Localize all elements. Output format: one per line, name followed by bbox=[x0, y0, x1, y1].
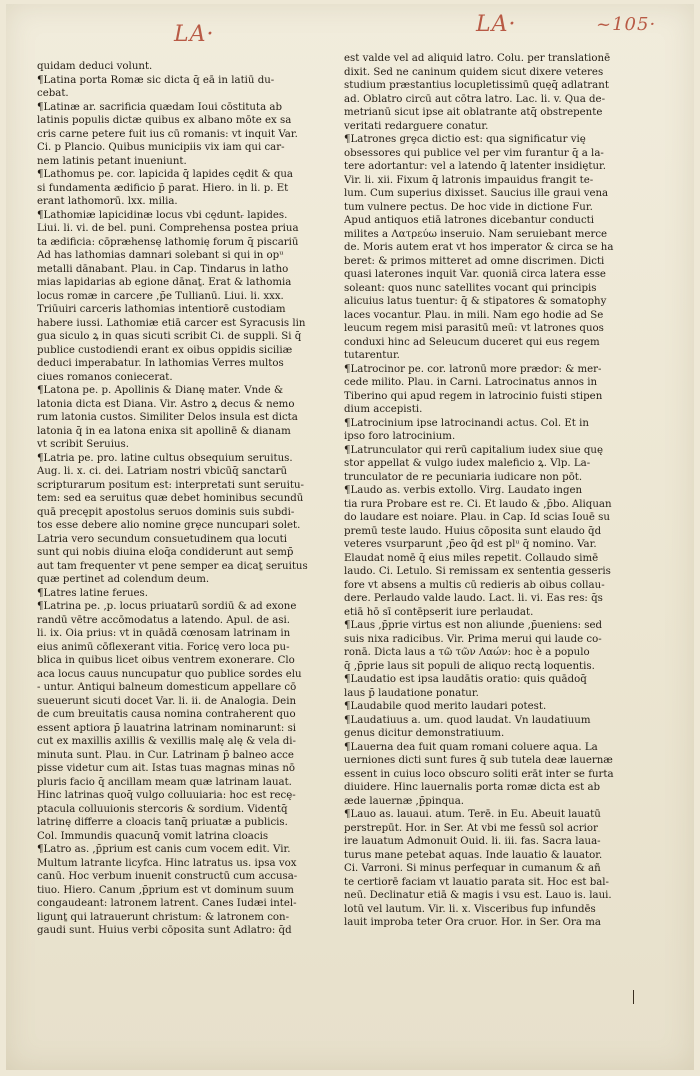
text-line: ¶Lathomiæ lapicidinæ locus vbi cęduntᵣ lapides. bbox=[37, 209, 288, 221]
text-line: li. ix. Oia prius: vt in quādā cœnosam latrinam in bbox=[37, 628, 291, 639]
text-line: dere. Perlaudo valde laudo. Lact. li. vi. Eas res: q̄s bbox=[344, 593, 603, 604]
text-line: aca locus cauus nuncupatur quo publice sordes elu bbox=[37, 668, 302, 680]
text-line: ¶Latria pe. pro. latine cultus obsequium seruitus. bbox=[37, 452, 293, 464]
text-line: sueuerunt sicuti docet Var. li. ii. de Analogia. Dein bbox=[37, 695, 297, 707]
text-line: laces vocantur. Plau. in mili. Nam ego hodie ad Se bbox=[344, 309, 604, 321]
text-line: Elaudat nomē q̄ eius miles repetit. Collaudo simē bbox=[344, 552, 599, 564]
text-line: quasi laterones inquit Var. quoniā circa latera esse bbox=[344, 269, 606, 280]
text-line: quæ pertinet ad colendum deum. bbox=[37, 574, 210, 585]
text-line: veteres vsurparunt ,p̄eo q̄d est plᵘ q̄ nomino. Var. bbox=[344, 539, 597, 550]
text-line: tere adortantur: vel a latendo q̄ latenter insidiętur. bbox=[344, 161, 607, 172]
text-line: ipso foro latrocinium. bbox=[344, 431, 456, 442]
text-line: Liui. li. vi. de bel. puni. Comprehensa postea priua bbox=[37, 223, 299, 234]
handwritten-note-left: LA· bbox=[174, 22, 215, 47]
text-line: tem: sed ea seruitus quæ debet hominibus secundū bbox=[37, 493, 304, 504]
text-line: do laudare est noiare. Plau. in Cap. Id scias Iouē su bbox=[344, 512, 610, 523]
text-line: ¶Latro as. ,p̄prium est canis cum vocem edit. Vir. bbox=[37, 844, 291, 855]
text-line: de. Moris autem erat vt hos imperator & circa se ha bbox=[344, 242, 614, 253]
text-line: ptacula colluuionis stercoris & sordium. Videntq̄ bbox=[37, 803, 288, 815]
text-line: ¶Laudatiuus a. um. quod laudat. Vn laudatiuum bbox=[344, 714, 591, 726]
text-line: obsessores qui publice vel per vim furantur q̄ a la- bbox=[344, 147, 604, 159]
text-line: diuidere. Hinc lauernalis porta romæ dicta est ab bbox=[344, 782, 601, 793]
text-line: ¶Latina porta Romæ sic dicta q̄ eā in latiū du- bbox=[37, 74, 275, 86]
margin-mark bbox=[633, 990, 634, 1004]
text-line: Ci. Varroni. Si minus perfequar in cumanum & añ bbox=[344, 863, 601, 874]
text-line: trunculator de re pecuniaria iudicare non pōt. bbox=[344, 471, 583, 483]
text-line: perstrepūt. Hor. in Ser. At vbi me fessū sol acrior bbox=[344, 822, 598, 834]
text-line: Latria vero secundum consuetudinem qua locuti bbox=[37, 533, 288, 545]
text-line: Tiberino qui apud regem in latrocinio fuisti stipen bbox=[344, 390, 603, 402]
text-line: studium præstantius locupletissimū quęq̄ adlatrant bbox=[344, 80, 609, 91]
text-line: gua siculo ꝝ in quas sicuti scribit Ci. de suppli. Si q̄ bbox=[37, 331, 302, 342]
text-line: ¶Latona pe. p. Apollinis & Dianę mater. Vnde & bbox=[37, 385, 284, 396]
text-line: uerniones dicti sunt fures q̄ sub tutela deæ lauernæ bbox=[344, 755, 613, 766]
text-column-left bbox=[37, 60, 318, 938]
text-line: ciues romanos coniecerat. bbox=[37, 371, 173, 383]
text-line: lum. Cum superius dixisset. Saucius ille graui vena bbox=[344, 188, 609, 199]
text-line: ¶Latrocinium ipse latrocinandi actus. Col. Et in bbox=[344, 417, 589, 429]
text-line: pluris facio q̄ ancillam meam quæ latrinam lauat. bbox=[37, 776, 292, 788]
text-line: ad. Oblatro circū aut cōtra latro. Lac. li. v. Qua de- bbox=[344, 93, 606, 105]
text-line: latrinę differre a cloacis tanq̄ priuatæ a publicis. bbox=[37, 817, 288, 828]
text-line: eius animū cōflexerant vitia. Foricę vero loca pu- bbox=[37, 641, 290, 653]
text-line: ¶Latrones grȩca dictio est: qua significatur vię bbox=[344, 134, 586, 145]
text-line: quā precępit apostolus seruos dominis suis subdi- bbox=[37, 506, 295, 518]
text-line: tia rura Probare est re. Ci. Et laudo & ,p̄bo. Aliquan bbox=[344, 498, 612, 510]
text-line: Hinc latrinas quoq̄ vulgo colluuiaria: hoc est recę- bbox=[37, 790, 296, 801]
text-line: laus p̄ laudatione ponatur. bbox=[344, 687, 479, 699]
text-line: ronā. Dicta laus a τῶ τῶν Λαών: hoc è a populo bbox=[344, 647, 590, 658]
text-line: beret: & primos mitteret ad omne discrimen. Dicti bbox=[344, 255, 605, 267]
text-line: Ad has lathomias damnari solebant si qui in opᵘ bbox=[37, 250, 284, 261]
text-line: tum vulnere pectus. De hoc vide in dictione Fur. bbox=[344, 201, 593, 213]
text-line: tutarentur. bbox=[344, 350, 400, 361]
text-line: milites a Λατρεύω inseruio. Nam seruiebant merce bbox=[344, 228, 608, 240]
text-line: dixit. Sed ne caninum quidem sicut dixere veteres bbox=[344, 66, 604, 78]
text-line: premū teste laudo. Huius cōposita sunt elaudo q̄d bbox=[344, 525, 602, 537]
text-line: erant lathomorū. lxx. milia. bbox=[37, 196, 178, 207]
text-line: quidam deduci volunt. bbox=[37, 61, 153, 72]
text-line: ta ædificia: cōpræhensę lathomię forum q̄ piscariū bbox=[37, 236, 299, 248]
text-line: metalli dānabant. Plau. in Cap. Tindarus in latho bbox=[37, 263, 289, 275]
text-line: ire lauatum Admonuit Ouid. li. iii. fas. Sacra laua- bbox=[344, 836, 601, 847]
text-line: minuta sunt. Plau. in Cur. Latrinam p̄ balneo acce bbox=[37, 749, 294, 761]
text-line: deduci imperabatur. In lathomias Verres multos bbox=[37, 358, 284, 369]
text-line: Vir. li. xii. Fixum q̄ latronis impauidus frangit te- bbox=[344, 174, 594, 186]
text-line: Multum latrante licyfca. Hinc latratus us. ipsa vox bbox=[37, 857, 297, 869]
text-line: conduxi hinc ad Seleucum duceret qui eus regem bbox=[344, 336, 600, 348]
text-line: scripturarum positum est: interpretati sunt seruitu- bbox=[37, 479, 304, 491]
text-line: publice custodiendi erant ex oibus oppidis siciliæ bbox=[37, 344, 293, 356]
text-line: ¶Lathomus pe. cor. lapicida q̄ lapides cędit & qua bbox=[37, 169, 293, 180]
text-line: cut ex maxillis axillis & vexillis malę alę & vela di- bbox=[37, 736, 296, 747]
text-line: genus dicitur demonstratiuum. bbox=[344, 728, 505, 739]
text-line: ¶Laudatio est ipsa laudātis oratio: quis quādoq̄ bbox=[344, 674, 587, 685]
text-line: soleant: quos nunc satellites vocant qui principis bbox=[344, 282, 597, 294]
text-line: Triūuiri carceris lathomias intentiorē custodiam bbox=[37, 304, 286, 315]
text-line: pisse videtur cum ait. Istas tuas magnas minas nō bbox=[37, 763, 296, 774]
text-line: ¶Latrina pe. ,p. locus priuatarū sordiū & ad exone bbox=[37, 601, 297, 612]
handwritten-folio-number: ~105· bbox=[596, 14, 657, 35]
text-line: latonia q̄ in ea latona enixa sit apollinē & dianam bbox=[37, 425, 291, 437]
text-line: veritati redarguere conatur. bbox=[344, 120, 489, 132]
text-line: latinis populis dictæ quibus ex albano mōte ex sa bbox=[37, 115, 292, 126]
text-line: neū. Declinatur etiā & magis i vsu est. Lauo is. laui. bbox=[344, 890, 612, 901]
text-line: essent in cuius loco obscuro soliti erāt inter se furta bbox=[344, 768, 614, 780]
text-line: Apud antiquos etiā latrones dicebantur conducti bbox=[344, 215, 595, 226]
text-line: leucum regem misi parasitū meū: vt latrones quos bbox=[344, 323, 604, 334]
text-line: cebat. bbox=[37, 88, 69, 99]
text-line: sunt qui nobis diuina eloq̄a condiderunt aut semp̄ bbox=[37, 547, 294, 558]
text-line: ¶Laudabile quod merito laudari potest. bbox=[344, 701, 547, 712]
text-column-right bbox=[344, 52, 628, 930]
text-line: turus mane petebat aquas. Inde lauatio & lauator. bbox=[344, 849, 603, 861]
text-line: æde lauernæ ,p̄pinqua. bbox=[344, 795, 465, 807]
text-line: mias lapidarias ab egione dānaṯ. Erat & lathomia bbox=[37, 277, 292, 288]
text-line: locus romæ in carcere ,p̄e Tullianū. Liui. li. xxx. bbox=[37, 290, 284, 302]
text-line: dium accepisti. bbox=[344, 404, 423, 415]
text-line: Ci. p Plancio. Quibus municipiis vix iam qui car- bbox=[37, 142, 285, 153]
text-line: canū. Hoc verbum inuenit constructū cum accusa- bbox=[37, 871, 298, 882]
text-line: te certiorē faciam vt lauatio parata sit. Hoc est bal- bbox=[344, 876, 609, 888]
text-line: ¶Laudo as. verbis extollo. Virg. Laudato ingen bbox=[344, 485, 583, 496]
text-line: randū vētre accōmodatus a latendo. Apul. de asi. bbox=[37, 614, 291, 626]
text-line: ¶Latrunculator qui rerū capitalium iudex siue quę bbox=[344, 444, 603, 456]
text-line: tos esse debere alio nomine grȩce nuncupari solet. bbox=[37, 520, 301, 531]
text-line: si fundamenta ædificio p̄ parat. Hiero. in li. p. Et bbox=[37, 182, 289, 194]
text-line: cris carne petere fuit ius cū romanis: vt inquit Var. bbox=[37, 128, 298, 140]
text-line: Col. Immundis quacunq̄ vomit latrina cloacis bbox=[37, 830, 269, 842]
text-line: - untur. Antiqui balneum domesticum appellare cō bbox=[37, 682, 297, 693]
text-line: blica in quibus licet oibus ventrem exonerare. Clo bbox=[37, 655, 295, 666]
text-line: stor appellat & vulgo iudex maleficio ꝝ. Vlp. La- bbox=[344, 458, 591, 469]
text-line: gaudi sunt. Huius verbi cōposita sunt Adlatro: q̄d bbox=[37, 925, 292, 936]
text-line: lotū vel lautum. Vir. li. x. Visceribus fup infundēs bbox=[344, 903, 596, 915]
handwritten-note-right: LA· bbox=[476, 12, 517, 37]
text-line: ¶Latrocinor pe. cor. latronū more prædor: & mer- bbox=[344, 363, 602, 375]
text-line: etiā hō sī contēpserit iure perlaudat. bbox=[344, 606, 534, 618]
text-line: ¶Latinæ ar. sacrificia quædam Ioui cōstituta ab bbox=[37, 101, 282, 113]
text-line: laudo. Ci. Letulo. Si remissam ex sententia gesseris bbox=[344, 566, 611, 577]
text-line: ¶Lauo as. lauaui. atum. Terē. in Eu. Abeuit lauatū bbox=[344, 809, 601, 820]
text-line: suis nixa radicibus. Vir. Prima merui qui laude co- bbox=[344, 633, 602, 645]
text-line: metrianū sicut ipse ait oblatrante atq̄ obstrepente bbox=[344, 107, 603, 118]
text-line: fore vt absens a multis cū redieris ab oibus collau- bbox=[344, 579, 605, 591]
text-line: est valde vel ad aliquid latro. Colu. per translationē bbox=[344, 53, 611, 64]
text-line: aut tam frequenter vt pene semper ea dicaṯ seruitus bbox=[37, 560, 308, 572]
text-line: ¶Latres latine ferues. bbox=[37, 587, 149, 599]
text-line: essent aptiora p̄ lauatrina latrinam nominarunt: si bbox=[37, 722, 297, 734]
text-line: nem latinis petant inueniunt. bbox=[37, 155, 187, 167]
text-line: cede milito. Plau. in Carni. Latrocinatus annos in bbox=[344, 377, 598, 388]
text-line: latonia dicta est Diana. Vir. Astro ꝝ decus & nemo bbox=[37, 398, 295, 410]
text-line: congaudeant: latronem latrent. Canes Iudæi intel- bbox=[37, 898, 297, 909]
text-line: ligunṯ qui latrauerunt christum: & latronem con- bbox=[37, 911, 290, 923]
text-line: habere iussi. Lathomiæ etiā carcer est Syracusis lin bbox=[37, 317, 306, 329]
text-line: vt scribit Seruius. bbox=[37, 439, 129, 450]
text-line: q̄ ,p̄prie laus sit populi de aliquo rectą loquentis. bbox=[344, 660, 595, 672]
text-line: ¶Lauerna dea fuit quam romani coluere aqua. La bbox=[344, 741, 598, 753]
text-line: lauit improba teter Ora cruor. Hor. in Ser. Ora ma bbox=[344, 917, 601, 928]
text-line: ¶Laus ,p̄prie virtus est non aliunde ,p̄ueniens: sed bbox=[344, 620, 603, 631]
text-line: tiuo. Hiero. Canum ,p̄prium est vt dominum suum bbox=[37, 884, 294, 896]
text-line: de cum breuitatis causa nomina contraherent quo bbox=[37, 709, 296, 720]
text-line: alicuius latus tuentur: q̄ & stipatores & somatophy bbox=[344, 296, 607, 307]
text-line: rum latonia custos. Similiter Delos insula est dicta bbox=[37, 412, 298, 423]
text-line: Aug. li. x. ci. dei. Latriam nostri vbicūq̄ sanctarū bbox=[37, 466, 288, 477]
